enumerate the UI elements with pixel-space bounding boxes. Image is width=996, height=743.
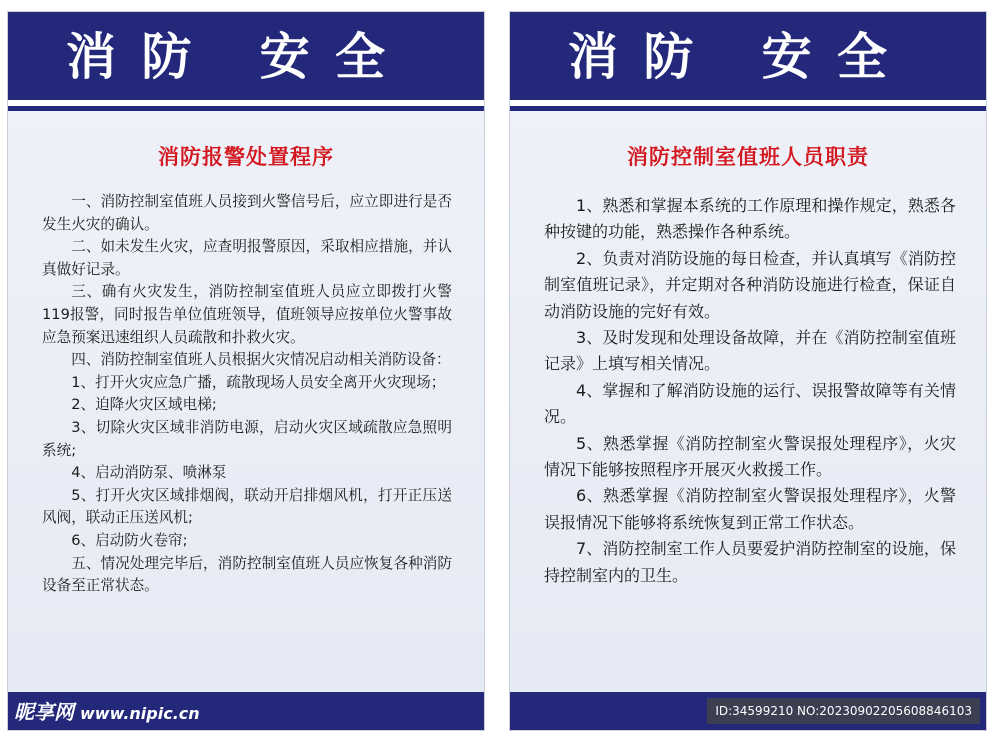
right-paragraph: 1、熟悉和掌握本系统的工作原理和操作规定，熟悉各种按键的功能，熟悉操作各种系统。 xyxy=(544,196,956,242)
right-sign-body xyxy=(510,111,986,692)
left-paragraph: 一、消防控制室值班人员接到火警信号后，应立即进行是否发生火灾的确认。 xyxy=(42,193,452,233)
left-section-title: 消防报警处置程序 xyxy=(158,145,334,169)
nipic-watermark xyxy=(14,698,200,726)
right-section-title: 消防控制室值班人员职责 xyxy=(627,145,869,169)
left-paragraph: 3、切除火灾区域非消防电源，启动火灾区域疏散应急照明系统; xyxy=(42,418,452,459)
left-paragraph: 5、打开火灾区域排烟阀，联动开启排烟风机，打开正压送风阀，联动正压送风机; xyxy=(42,486,452,527)
left-paragraph: 2、迫降火灾区域电梯; xyxy=(71,396,217,414)
right-paragraph: 3、及时发现和处理设备故障，并在《消防控制室值班记录》上填写相关情况。 xyxy=(544,328,956,374)
right-paragraph: 7、消防控制室工作人员要爱护消防控制室的设施，保持控制室内的卫生。 xyxy=(544,539,956,585)
left-paragraph: 五、情况处理完毕后，消防控制室值班人员应恢复各种消防设备至正常状态。 xyxy=(42,554,452,595)
watermark-url: www.nipic.cn xyxy=(80,704,200,723)
right-header-bar xyxy=(510,12,986,100)
left-paragraph: 6、启动防火卷帘; xyxy=(71,531,188,549)
right-footer-bar xyxy=(510,692,986,730)
right-sign-panel xyxy=(510,12,986,730)
left-paragraph: 三、确有火灾发生，消防控制室值班人员应立即拨打火警119报警，同时报告单位值班领导，值班领导应按单位火警事故应急预案迅速组织人员疏散和扑救火灾。 xyxy=(42,283,452,346)
left-footer-bar xyxy=(8,692,484,730)
image-id-label: ID:34599210 NO:20230902205608846103 xyxy=(707,698,980,724)
right-header-title: 消 防 安 全 xyxy=(568,28,892,86)
left-paragraph: 四、消防控制室值班人员根据火灾情况启动相关消防设备： xyxy=(71,351,451,369)
right-paragraph: 6、熟悉掌握《消防控制室火警误报处理程序》，火警误报情况下能够将系统恢复到正常工作状态。 xyxy=(544,486,956,532)
right-content xyxy=(544,193,956,589)
left-header-bar xyxy=(8,12,484,100)
left-sign-body xyxy=(8,111,484,692)
left-paragraph: 1、打开火灾应急广播，疏散现场人员安全离开火灾现场； xyxy=(71,373,446,391)
watermark-brand: 昵享网 xyxy=(14,700,74,724)
left-paragraph: 二、如未发生火灾，应查明报警原因，采取相应措施，并认真做好记录。 xyxy=(42,238,452,278)
left-content xyxy=(42,191,452,598)
right-paragraph: 5、熟悉掌握《消防控制室火警误报处理程序》，火灾情况下能够按照程序开展灭火救援工作。 xyxy=(544,433,956,480)
right-paragraph: 2、负责对消防设施的每日检查，并认真填写《消防控制室值班记录》，并定期对各种消防设施进行检查，保证自动消防设施的完好有效。 xyxy=(544,248,956,321)
left-header-title: 消 防 安 全 xyxy=(66,28,390,86)
left-paragraph: 4、启动消防泵、喷淋泵 xyxy=(71,464,227,482)
right-paragraph: 4、掌握和了解消防设施的运行、误报警故障等有关情况。 xyxy=(544,380,956,427)
left-sign-panel xyxy=(8,12,484,730)
